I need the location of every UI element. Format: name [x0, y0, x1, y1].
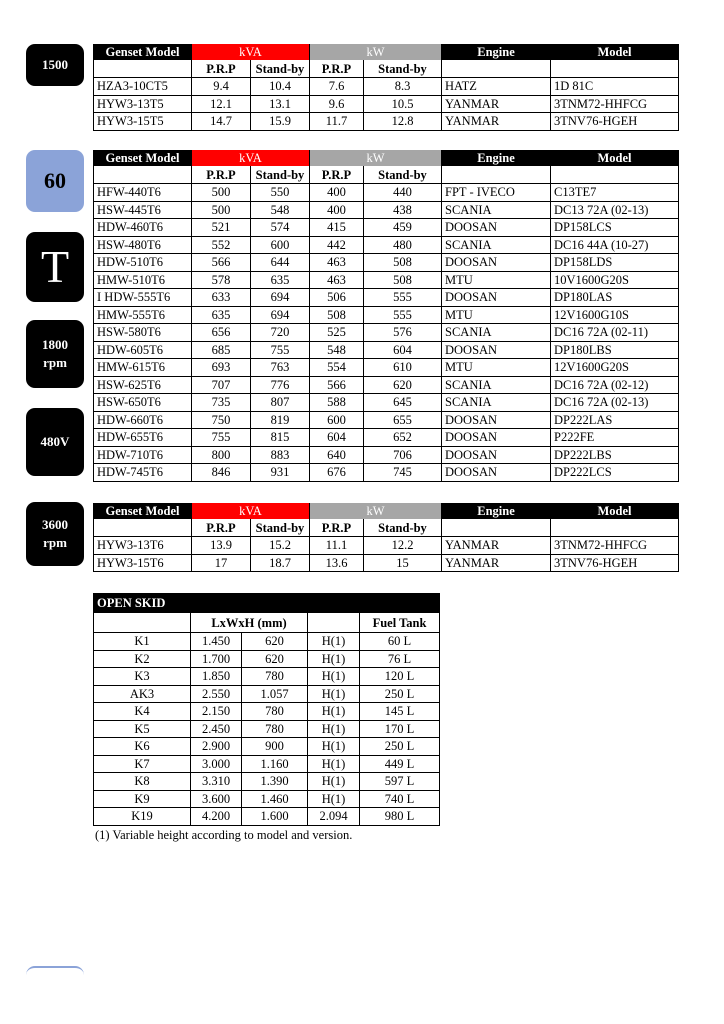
header-kw: kW: [310, 150, 442, 166]
header-genset-model: Genset Model: [94, 503, 192, 519]
skid-fuel-tank: 250 L: [360, 685, 440, 703]
genset-model-cell: HYW3-15T6: [94, 554, 192, 572]
skid-code: K8: [94, 773, 191, 791]
skid-code: K1: [94, 633, 191, 651]
subheader-blank: [551, 519, 679, 537]
kva-standby-cell: 763: [251, 359, 310, 377]
kw-prp-cell: 442: [310, 236, 364, 254]
header-engine: Engine: [442, 44, 551, 60]
variable-height-footnote: (1) Variable height according to model and version.: [95, 828, 353, 842]
kva-prp-cell: 566: [192, 254, 251, 272]
skid-code: K6: [94, 738, 191, 756]
kw-standby-cell: 745: [364, 464, 442, 482]
kw-standby-cell: 12.8: [364, 113, 442, 131]
kva-standby-cell: 13.1: [251, 95, 310, 113]
skid-length: 2.150: [191, 703, 242, 721]
genset-model-cell: HYW3-13T5: [94, 95, 192, 113]
genset-model-cell: HZA3-10CT5: [94, 78, 192, 96]
kw-prp-cell: 400: [310, 184, 364, 202]
skid-fuel-tank: 740 L: [360, 790, 440, 808]
kw-standby-cell: 480: [364, 236, 442, 254]
subheader-blank: [94, 60, 192, 78]
genset-model-cell: HFW-440T6: [94, 184, 192, 202]
kw-standby-cell: 508: [364, 254, 442, 272]
engine-model-cell: P222FE: [551, 429, 679, 447]
skid-length: 2.550: [191, 685, 242, 703]
kva-standby-cell: 807: [251, 394, 310, 412]
table-row: [94, 537, 679, 555]
header-engine: Engine: [442, 503, 551, 519]
kva-standby-cell: 883: [251, 446, 310, 464]
skid-length: 2.450: [191, 720, 242, 738]
kw-standby-cell: 604: [364, 341, 442, 359]
kva-prp-cell: 750: [192, 411, 251, 429]
subheader-blank: [442, 166, 551, 184]
subheader-blank: [94, 166, 192, 184]
engine-cell: YANMAR: [442, 113, 551, 131]
kw-prp-cell: 525: [310, 324, 364, 342]
skid-height: H(1): [308, 633, 360, 651]
table-row: [94, 113, 679, 131]
skid-length: 1.850: [191, 668, 242, 686]
skid-row: [94, 808, 440, 826]
engine-model-cell: DC16 72A (02-13): [551, 394, 679, 412]
skid-fuel-tank: 120 L: [360, 668, 440, 686]
kw-standby-cell: 508: [364, 271, 442, 289]
subheader-kw-prp: P.R.P: [310, 166, 364, 184]
engine-cell: YANMAR: [442, 554, 551, 572]
skid-code: K4: [94, 703, 191, 721]
frequency-1500-badge: 1500: [26, 44, 84, 86]
kw-standby-cell: 706: [364, 446, 442, 464]
engine-model-cell: 12V1600G20S: [551, 359, 679, 377]
kva-prp-cell: 685: [192, 341, 251, 359]
skid-height: H(1): [308, 755, 360, 773]
engine-cell: DOOSAN: [442, 464, 551, 482]
kva-prp-cell: 9.4: [192, 78, 251, 96]
engine-model-cell: 12V1600G10S: [551, 306, 679, 324]
engine-cell: MTU: [442, 359, 551, 377]
skid-code: K5: [94, 720, 191, 738]
kw-prp-cell: 463: [310, 271, 364, 289]
genset-model-cell: HSW-625T6: [94, 376, 192, 394]
subheader-kw-standby: Stand-by: [364, 519, 442, 537]
engine-cell: DOOSAN: [442, 446, 551, 464]
skid-length: 3.310: [191, 773, 242, 791]
kw-standby-cell: 8.3: [364, 78, 442, 96]
skid-code: K9: [94, 790, 191, 808]
header-kw: kW: [310, 503, 442, 519]
genset-model-cell: HDW-745T6: [94, 464, 192, 482]
next-page-tab: [26, 966, 84, 976]
header-kva: kVA: [192, 503, 310, 519]
kva-standby-cell: 548: [251, 201, 310, 219]
subheader-kva-prp: P.R.P: [192, 166, 251, 184]
kva-standby-cell: 815: [251, 429, 310, 447]
skid-row: [94, 720, 440, 738]
engine-cell: DOOSAN: [442, 429, 551, 447]
skid-row: [94, 685, 440, 703]
skid-height: H(1): [308, 720, 360, 738]
kva-standby-cell: 776: [251, 376, 310, 394]
skid-fuel-tank: 145 L: [360, 703, 440, 721]
header-model: Model: [551, 503, 679, 519]
skid-fuel-tank: 449 L: [360, 755, 440, 773]
skid-row: [94, 703, 440, 721]
skid-fuel-tank: 597 L: [360, 773, 440, 791]
engine-cell: DOOSAN: [442, 289, 551, 307]
subheader-kva-standby: Stand-by: [251, 519, 310, 537]
table-row: [94, 464, 679, 482]
kw-prp-cell: 506: [310, 289, 364, 307]
skid-row: [94, 650, 440, 668]
kw-standby-cell: 610: [364, 359, 442, 377]
kw-prp-cell: 463: [310, 254, 364, 272]
kva-prp-cell: 735: [192, 394, 251, 412]
genset-model-cell: HMW-615T6: [94, 359, 192, 377]
engine-cell: MTU: [442, 306, 551, 324]
hz-60-badge: 60: [26, 150, 84, 212]
kw-standby-cell: 652: [364, 429, 442, 447]
skid-width: 620: [242, 650, 308, 668]
kva-prp-cell: 656: [192, 324, 251, 342]
genset-model-cell: HDW-655T6: [94, 429, 192, 447]
table-row: [94, 184, 679, 202]
voltage-480v-badge: 480V: [26, 408, 84, 476]
engine-model-cell: 3TNM72-HHFCG: [551, 95, 679, 113]
subheader-blank: [442, 60, 551, 78]
kva-prp-cell: 755: [192, 429, 251, 447]
skid-length: 4.200: [191, 808, 242, 826]
kw-standby-cell: 655: [364, 411, 442, 429]
kva-standby-cell: 694: [251, 289, 310, 307]
skid-row: [94, 633, 440, 651]
skid-fuel-tank: 60 L: [360, 633, 440, 651]
rpm-3600-badge: 3600 rpm: [26, 502, 84, 566]
kw-prp-cell: 11.7: [310, 113, 364, 131]
engine-cell: DOOSAN: [442, 219, 551, 237]
skid-length: 3.600: [191, 790, 242, 808]
engine-model-cell: C13TE7: [551, 184, 679, 202]
kva-prp-cell: 13.9: [192, 537, 251, 555]
kw-standby-cell: 459: [364, 219, 442, 237]
engine-cell: SCANIA: [442, 201, 551, 219]
kva-prp-cell: 500: [192, 184, 251, 202]
skid-width: 900: [242, 738, 308, 756]
engine-model-cell: DP158LDS: [551, 254, 679, 272]
kva-standby-cell: 720: [251, 324, 310, 342]
kw-prp-cell: 640: [310, 446, 364, 464]
table-row: [94, 341, 679, 359]
skid-row: [94, 668, 440, 686]
subheader-kva-prp: P.R.P: [192, 519, 251, 537]
kva-prp-cell: 12.1: [192, 95, 251, 113]
genset-model-cell: HYW3-13T6: [94, 537, 192, 555]
skid-height: 2.094: [308, 808, 360, 826]
skid-dims-header: LxWxH (mm): [191, 613, 308, 633]
skid-width: 780: [242, 720, 308, 738]
kva-standby-cell: 635: [251, 271, 310, 289]
engine-model-cell: DP222LCS: [551, 464, 679, 482]
engine-model-cell: DC16 72A (02-11): [551, 324, 679, 342]
table-row: [94, 289, 679, 307]
table-row: [94, 411, 679, 429]
skid-width: 1.390: [242, 773, 308, 791]
skid-code: K3: [94, 668, 191, 686]
table-row: [94, 359, 679, 377]
kva-standby-cell: 574: [251, 219, 310, 237]
engine-cell: DOOSAN: [442, 341, 551, 359]
genset-table-1500: [93, 44, 679, 131]
skid-length: 1.700: [191, 650, 242, 668]
kw-standby-cell: 10.5: [364, 95, 442, 113]
subheader-blank: [94, 519, 192, 537]
subheader-kva-standby: Stand-by: [251, 60, 310, 78]
genset-model-cell: HSW-580T6: [94, 324, 192, 342]
kva-prp-cell: 500: [192, 201, 251, 219]
engine-model-cell: DP180LBS: [551, 341, 679, 359]
kva-standby-cell: 819: [251, 411, 310, 429]
engine-cell: MTU: [442, 271, 551, 289]
engine-cell: SCANIA: [442, 324, 551, 342]
genset-model-cell: HYW3-15T5: [94, 113, 192, 131]
kw-prp-cell: 588: [310, 394, 364, 412]
subheader-kw-prp: P.R.P: [310, 519, 364, 537]
subheader-kw-standby: Stand-by: [364, 60, 442, 78]
letter-t-badge: T: [26, 232, 84, 302]
kw-prp-cell: 548: [310, 341, 364, 359]
engine-model-cell: DP222LBS: [551, 446, 679, 464]
engine-model-cell: DC13 72A (02-13): [551, 201, 679, 219]
subheader-blank: [551, 166, 679, 184]
engine-cell: SCANIA: [442, 394, 551, 412]
kw-standby-cell: 555: [364, 306, 442, 324]
engine-model-cell: DP158LCS: [551, 219, 679, 237]
open-skid-title: OPEN SKID: [94, 594, 440, 613]
subheader-kw-standby: Stand-by: [364, 166, 442, 184]
table-row: [94, 306, 679, 324]
header-model: Model: [551, 44, 679, 60]
table-row: [94, 78, 679, 96]
kw-prp-cell: 566: [310, 376, 364, 394]
table-row: [94, 394, 679, 412]
skid-height: H(1): [308, 668, 360, 686]
genset-model-cell: HDW-460T6: [94, 219, 192, 237]
skid-fuel-tank: 980 L: [360, 808, 440, 826]
skid-width: 1.160: [242, 755, 308, 773]
engine-cell: DOOSAN: [442, 254, 551, 272]
genset-model-cell: HSW-480T6: [94, 236, 192, 254]
open-skid-table: [93, 593, 440, 826]
skid-height: H(1): [308, 650, 360, 668]
skid-height: H(1): [308, 738, 360, 756]
genset-model-cell: I HDW-555T6: [94, 289, 192, 307]
table-row: [94, 95, 679, 113]
header-kva: kVA: [192, 44, 310, 60]
skid-subheader-blank: [94, 613, 191, 633]
kw-prp-cell: 676: [310, 464, 364, 482]
genset-table-3600: [93, 503, 679, 572]
kva-standby-cell: 18.7: [251, 554, 310, 572]
table-row: [94, 254, 679, 272]
skid-width: 780: [242, 703, 308, 721]
genset-model-cell: HSW-445T6: [94, 201, 192, 219]
kw-standby-cell: 440: [364, 184, 442, 202]
skid-code: K7: [94, 755, 191, 773]
kva-standby-cell: 755: [251, 341, 310, 359]
kw-standby-cell: 12.2: [364, 537, 442, 555]
table-row: [94, 429, 679, 447]
genset-model-cell: HDW-710T6: [94, 446, 192, 464]
skid-width: 1.600: [242, 808, 308, 826]
skid-length: 3.000: [191, 755, 242, 773]
kw-standby-cell: 555: [364, 289, 442, 307]
kva-prp-cell: 17: [192, 554, 251, 572]
engine-model-cell: 1D 81C: [551, 78, 679, 96]
subheader-kva-standby: Stand-by: [251, 166, 310, 184]
header-genset-model: Genset Model: [94, 150, 192, 166]
genset-model-cell: HDW-660T6: [94, 411, 192, 429]
kva-prp-cell: 707: [192, 376, 251, 394]
skid-height: H(1): [308, 790, 360, 808]
skid-height: H(1): [308, 773, 360, 791]
kw-prp-cell: 13.6: [310, 554, 364, 572]
skid-row: [94, 755, 440, 773]
engine-cell: HATZ: [442, 78, 551, 96]
engine-model-cell: 3TNV76-HGEH: [551, 113, 679, 131]
skid-fuel-header: Fuel Tank: [360, 613, 440, 633]
rpm-1800-badge: 1800 rpm: [26, 320, 84, 388]
skid-width: 1.460: [242, 790, 308, 808]
engine-model-cell: 3TNM72-HHFCG: [551, 537, 679, 555]
kva-prp-cell: 693: [192, 359, 251, 377]
kva-prp-cell: 846: [192, 464, 251, 482]
kw-prp-cell: 7.6: [310, 78, 364, 96]
kw-standby-cell: 576: [364, 324, 442, 342]
genset-table-1800: [93, 150, 679, 482]
kw-standby-cell: 15: [364, 554, 442, 572]
table-row: [94, 554, 679, 572]
kva-prp-cell: 633: [192, 289, 251, 307]
kw-standby-cell: 438: [364, 201, 442, 219]
table-row: [94, 236, 679, 254]
engine-cell: SCANIA: [442, 236, 551, 254]
skid-fuel-tank: 250 L: [360, 738, 440, 756]
kva-prp-cell: 635: [192, 306, 251, 324]
kw-prp-cell: 11.1: [310, 537, 364, 555]
kva-prp-cell: 521: [192, 219, 251, 237]
kw-prp-cell: 600: [310, 411, 364, 429]
skid-code: AK3: [94, 685, 191, 703]
skid-length: 1.450: [191, 633, 242, 651]
genset-model-cell: HSW-650T6: [94, 394, 192, 412]
engine-model-cell: 10V1600G20S: [551, 271, 679, 289]
skid-row: [94, 738, 440, 756]
engine-cell: SCANIA: [442, 376, 551, 394]
kva-standby-cell: 550: [251, 184, 310, 202]
kw-prp-cell: 508: [310, 306, 364, 324]
kw-prp-cell: 9.6: [310, 95, 364, 113]
header-model: Model: [551, 150, 679, 166]
kw-standby-cell: 645: [364, 394, 442, 412]
skid-width: 620: [242, 633, 308, 651]
skid-height: H(1): [308, 685, 360, 703]
kw-prp-cell: 400: [310, 201, 364, 219]
subheader-blank: [551, 60, 679, 78]
table-row: [94, 446, 679, 464]
skid-row: [94, 790, 440, 808]
table-row: [94, 376, 679, 394]
table-row: [94, 324, 679, 342]
engine-model-cell: DP180LAS: [551, 289, 679, 307]
kva-prp-cell: 14.7: [192, 113, 251, 131]
header-kva: kVA: [192, 150, 310, 166]
kva-prp-cell: 552: [192, 236, 251, 254]
engine-model-cell: DC16 72A (02-12): [551, 376, 679, 394]
skid-fuel-tank: 170 L: [360, 720, 440, 738]
kw-standby-cell: 620: [364, 376, 442, 394]
engine-cell: YANMAR: [442, 537, 551, 555]
kva-prp-cell: 800: [192, 446, 251, 464]
genset-model-cell: HDW-605T6: [94, 341, 192, 359]
kva-standby-cell: 15.2: [251, 537, 310, 555]
skid-fuel-tank: 76 L: [360, 650, 440, 668]
skid-width: 780: [242, 668, 308, 686]
skid-width: 1.057: [242, 685, 308, 703]
engine-model-cell: DC16 44A (10-27): [551, 236, 679, 254]
table-row: [94, 271, 679, 289]
kva-prp-cell: 578: [192, 271, 251, 289]
header-genset-model: Genset Model: [94, 44, 192, 60]
kva-standby-cell: 15.9: [251, 113, 310, 131]
header-engine: Engine: [442, 150, 551, 166]
kva-standby-cell: 10.4: [251, 78, 310, 96]
engine-cell: FPT - IVECO: [442, 184, 551, 202]
kw-prp-cell: 604: [310, 429, 364, 447]
skid-length: 2.900: [191, 738, 242, 756]
genset-model-cell: HMW-510T6: [94, 271, 192, 289]
header-kw: kW: [310, 44, 442, 60]
table-row: [94, 201, 679, 219]
skid-subheader-blank: [308, 613, 360, 633]
genset-model-cell: HMW-555T6: [94, 306, 192, 324]
skid-code: K2: [94, 650, 191, 668]
skid-row: [94, 773, 440, 791]
kva-standby-cell: 644: [251, 254, 310, 272]
skid-height: H(1): [308, 703, 360, 721]
kw-prp-cell: 415: [310, 219, 364, 237]
kva-standby-cell: 600: [251, 236, 310, 254]
subheader-blank: [442, 519, 551, 537]
kva-standby-cell: 694: [251, 306, 310, 324]
subheader-kva-prp: P.R.P: [192, 60, 251, 78]
genset-model-cell: HDW-510T6: [94, 254, 192, 272]
kva-standby-cell: 931: [251, 464, 310, 482]
table-row: [94, 219, 679, 237]
skid-code: K19: [94, 808, 191, 826]
engine-model-cell: 3TNV76-HGEH: [551, 554, 679, 572]
engine-model-cell: DP222LAS: [551, 411, 679, 429]
engine-cell: DOOSAN: [442, 411, 551, 429]
subheader-kw-prp: P.R.P: [310, 60, 364, 78]
kw-prp-cell: 554: [310, 359, 364, 377]
engine-cell: YANMAR: [442, 95, 551, 113]
